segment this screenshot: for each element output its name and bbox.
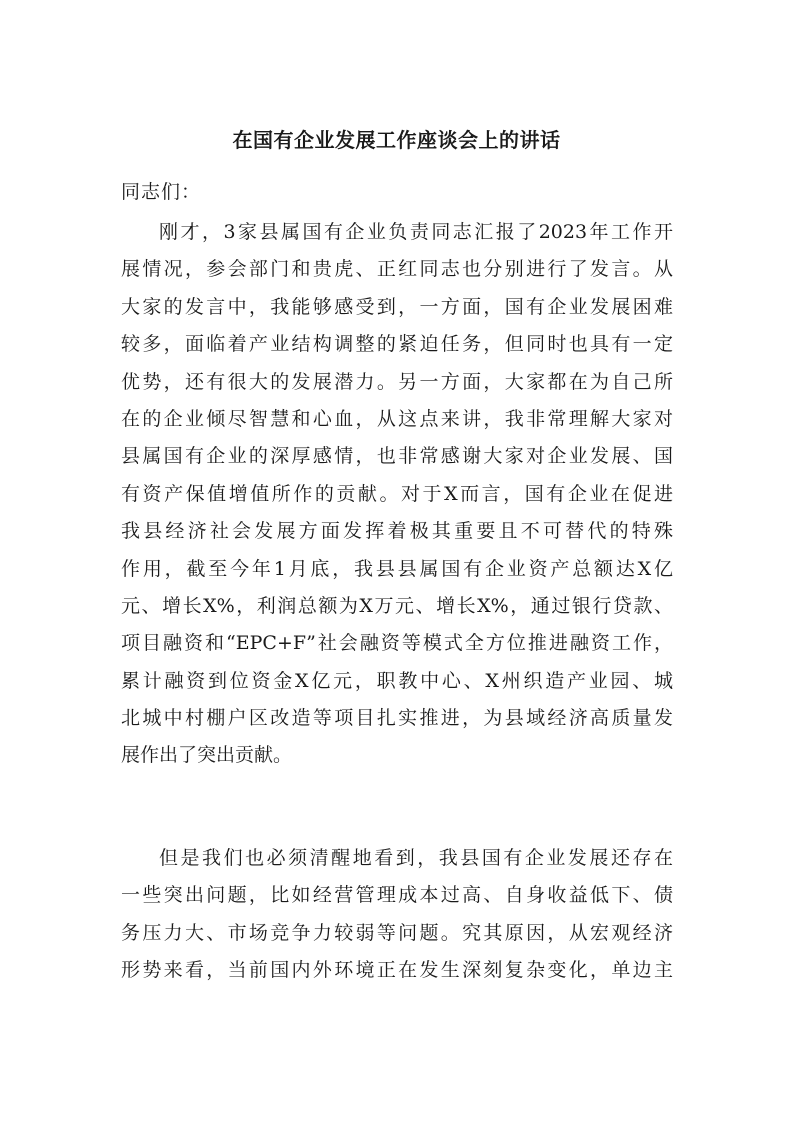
paragraph-1 xyxy=(121,214,673,775)
salutation: 同志们： xyxy=(121,181,202,203)
paragraph-line: 大家的发言中，我能够感受到，一方面，国有企业发展困难 xyxy=(121,295,673,318)
paragraph-line: 累计融资到位资金X亿元，职教中心、X州织造产业园、城 xyxy=(121,669,673,692)
paragraph-line: 作用，截至今年1月底，我县县属国有企业资产总额达X亿 xyxy=(121,557,673,580)
paragraph-line: 优势，还有很大的发展潜力。另一方面，大家都在为自己所 xyxy=(121,370,673,393)
paragraph-line: 展情况，参会部门和贵虎、正红同志也分别进行了发言。从 xyxy=(121,258,673,281)
paragraph-line: 有资产保值增值所作的贡献。对于X而言，国有企业在促进 xyxy=(121,482,673,505)
paragraph-line: 展作出了突出贡献。 xyxy=(121,744,293,767)
paragraph-line: 务压力大、市场竞争力较弱等问题。究其原因，从宏观经济 xyxy=(121,921,673,944)
paragraph-line: 在的企业倾尽智慧和心血，从这点来讲，我非常理解大家对 xyxy=(121,407,673,430)
paragraph-line: 刚才，3家县属国有企业负责同志汇报了2023年工作开 xyxy=(159,221,673,243)
paragraph-line: 元、增长X%，利润总额为X万元、增长X%，通过银行贷款、 xyxy=(121,594,673,617)
paragraph-line: 形势来看，当前国内外环境正在发生深刻复杂变化，单边主 xyxy=(121,959,673,982)
paragraph-line: 但是我们也必须清醒地看到，我县国有企业发展还存在 xyxy=(159,847,673,869)
paragraph-2 xyxy=(121,840,673,990)
paragraph-line: 我县经济社会发展方面发挥着极其重要且不可替代的特殊 xyxy=(121,520,673,543)
paragraph-line: 较多，面临着产业结构调整的紧迫任务，但同时也具有一定 xyxy=(121,333,673,356)
paragraph-line: 北城中村棚户区改造等项目扎实推进，为县域经济高质量发 xyxy=(121,707,673,730)
document-title: 在国有企业发展工作座谈会上的讲话 xyxy=(232,128,561,152)
paragraph-line: 县属国有企业的深厚感情，也非常感谢大家对企业发展、国 xyxy=(121,445,673,468)
paragraph-line: 项目融资和“EPC+F”社会融资等模式全方位推进融资工作， xyxy=(121,632,673,655)
paragraph-line: 一些突出问题，比如经营管理成本过高、自身收益低下、债 xyxy=(121,884,673,907)
